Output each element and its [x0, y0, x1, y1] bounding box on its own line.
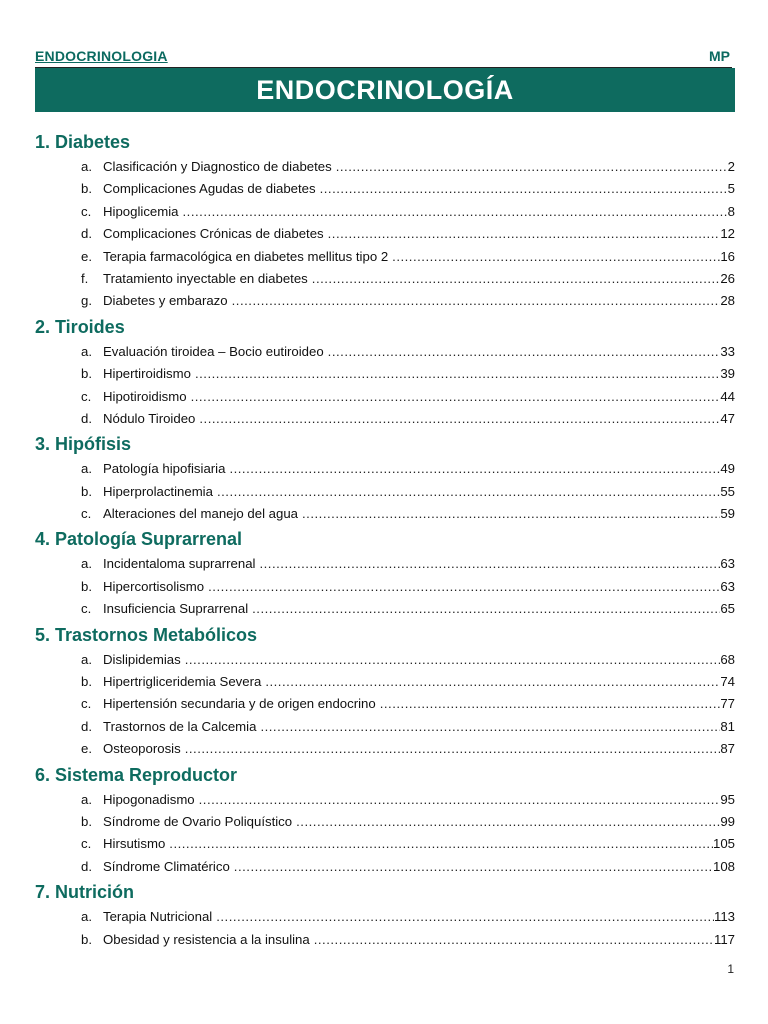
- entry-line: [103, 576, 735, 598]
- toc-entry[interactable]: [35, 458, 735, 480]
- entry-page-number: 26: [720, 270, 735, 286]
- entry-letter: b.: [81, 931, 92, 947]
- entry-line: [103, 649, 735, 671]
- entry-page-number: 65: [720, 601, 735, 617]
- toc-entry[interactable]: [35, 553, 735, 575]
- entry-title: Evaluación tiroidea – Bocio eutiroideo: [103, 343, 324, 359]
- dot-leader: [234, 856, 713, 878]
- entry-line: [103, 929, 735, 951]
- entry-line: [103, 671, 735, 693]
- entry-page-number: 81: [720, 718, 735, 734]
- entry-letter: b.: [81, 181, 92, 197]
- entry-letter: c.: [81, 506, 92, 522]
- toc-entry[interactable]: [35, 929, 735, 951]
- dot-leader: [328, 223, 721, 245]
- header-initials: MP: [709, 48, 730, 64]
- entry-page-number: 74: [720, 674, 735, 690]
- dot-leader: [259, 553, 720, 575]
- entry-title: Obesidad y resistencia a la insulina: [103, 931, 310, 947]
- toc-section: [35, 878, 735, 951]
- toc-entry[interactable]: [35, 246, 735, 268]
- title-banner: [35, 68, 735, 112]
- entry-letter: g.: [81, 293, 92, 309]
- entry-title: Alteraciones del manejo del agua: [103, 506, 299, 522]
- entry-line: [103, 341, 735, 363]
- toc-section: [35, 128, 735, 313]
- entry-page-number: 39: [720, 366, 735, 382]
- entry-title: Complicaciones Crónicas de diabetes: [103, 226, 324, 242]
- entry-letter: d.: [81, 858, 92, 874]
- entry-title: Osteoporosis: [103, 741, 181, 757]
- toc-entry[interactable]: [35, 649, 735, 671]
- entry-letter: a.: [81, 909, 92, 925]
- entry-line: [103, 223, 735, 245]
- entry-letter: c.: [81, 696, 92, 712]
- section-heading: 1. Diabetes: [35, 132, 131, 152]
- section-heading: 2. Tiroides: [35, 316, 125, 337]
- toc-entry[interactable]: [35, 576, 735, 598]
- toc-entry[interactable]: [35, 408, 735, 430]
- table-of-contents: [35, 128, 735, 951]
- entry-line: [103, 386, 735, 408]
- section-heading: 4. Patología Suprarrenal: [35, 529, 243, 550]
- toc-entry[interactable]: [35, 363, 735, 385]
- entry-letter: a.: [81, 461, 92, 477]
- entry-page-number: 87: [720, 741, 735, 757]
- toc-entry[interactable]: [35, 223, 735, 245]
- entry-title: Hipoglicemia: [103, 203, 179, 219]
- entry-title: Hipertiroidismo: [103, 366, 191, 382]
- dot-leader: [199, 408, 720, 430]
- entry-title: Diabetes y embarazo: [103, 293, 228, 309]
- entry-title: Hirsutismo: [103, 836, 166, 852]
- entry-line: [103, 156, 735, 178]
- entry-page-number: 12: [720, 226, 735, 242]
- entry-line: [103, 906, 735, 928]
- entry-page-number: 28: [720, 293, 735, 309]
- toc-entry[interactable]: [35, 789, 735, 811]
- entry-letter: a.: [81, 556, 92, 572]
- toc-entry[interactable]: [35, 598, 735, 620]
- entry-line: [103, 178, 735, 200]
- dot-leader: [265, 671, 720, 693]
- entry-title: Síndrome de Ovario Poliquístico: [103, 813, 293, 829]
- entry-page-number: 63: [720, 556, 735, 572]
- entry-title: Clasificación y Diagnostico de diabetes: [103, 159, 332, 174]
- section-heading: 5. Trastornos Metabólicos: [35, 624, 258, 645]
- entry-page-number: 95: [720, 791, 735, 807]
- entry-letter: c.: [81, 601, 92, 617]
- toc-section: [35, 621, 735, 761]
- toc-entry[interactable]: [35, 906, 735, 928]
- entry-page-number: 77: [720, 696, 735, 712]
- entry-page-number: 113: [713, 909, 735, 925]
- toc-entry[interactable]: [35, 503, 735, 525]
- entry-letter: c.: [81, 388, 92, 404]
- entry-letter: e.: [81, 248, 92, 264]
- toc-entry[interactable]: [35, 833, 735, 855]
- entry-letter: d.: [81, 718, 92, 734]
- entry-letter: b.: [81, 366, 92, 382]
- dot-leader: [217, 481, 720, 503]
- section-heading: 3. Hipófisis: [35, 434, 132, 455]
- toc-entry[interactable]: [35, 156, 735, 178]
- toc-entry[interactable]: [35, 201, 735, 223]
- dot-leader: [302, 503, 720, 525]
- entry-line: [103, 693, 735, 715]
- toc-entry[interactable]: [35, 693, 735, 715]
- toc-entry[interactable]: [35, 268, 735, 290]
- entry-title: Hipotiroidismo: [103, 388, 187, 404]
- dot-leader: [195, 363, 720, 385]
- entry-letter: b.: [81, 483, 92, 499]
- entry-line: [103, 408, 735, 430]
- section-heading: 6. Sistema Reproductor: [35, 764, 238, 785]
- entry-line: [103, 833, 735, 855]
- entry-title: Nódulo Tiroideo: [103, 410, 196, 426]
- dot-leader: [216, 906, 714, 928]
- entry-line: [103, 458, 735, 480]
- entry-title: Complicaciones Agudas de diabetes: [103, 181, 316, 197]
- toc-entry[interactable]: [35, 671, 735, 693]
- entry-title: Insuficiencia Suprarrenal: [103, 601, 249, 617]
- entry-page-number: 68: [720, 651, 735, 667]
- entry-title: Dislipidemias: [103, 651, 181, 667]
- toc-entry[interactable]: [35, 386, 735, 408]
- entry-page-number: 8: [727, 203, 735, 219]
- toc-section: [35, 430, 735, 525]
- dot-leader: [392, 246, 720, 268]
- entry-letter: f.: [81, 270, 89, 286]
- entry-letter: d.: [81, 226, 92, 242]
- toc-entry[interactable]: [35, 716, 735, 738]
- toc-entry[interactable]: [35, 738, 735, 760]
- entry-line: [103, 738, 735, 760]
- entry-line: [103, 481, 735, 503]
- entry-line: [103, 553, 735, 575]
- entry-page-number: 59: [720, 506, 735, 522]
- entry-letter: c.: [81, 836, 92, 852]
- entry-page-number: 108: [712, 858, 735, 874]
- entry-page-number: 55: [720, 483, 735, 499]
- entry-title: Patología hipofisiaria: [103, 461, 226, 477]
- page-number: 1: [727, 962, 734, 976]
- entry-letter: b.: [81, 813, 92, 829]
- header-subject: ENDOCRINOLOGIA: [35, 48, 168, 64]
- entry-page-number: 47: [720, 410, 735, 426]
- entry-title: Hipertrigliceridemia Severa: [103, 674, 262, 690]
- toc-entry[interactable]: [35, 811, 735, 833]
- entry-letter: b.: [81, 674, 92, 690]
- entry-letter: d.: [81, 410, 92, 426]
- entry-page-number: 63: [720, 578, 735, 594]
- dot-leader: [328, 341, 721, 363]
- entry-letter: c.: [81, 203, 92, 219]
- entry-line: [103, 246, 735, 268]
- entry-title: Hipercortisolismo: [103, 578, 205, 594]
- entry-line: [103, 789, 735, 811]
- entry-title: Terapia Nutricional: [103, 909, 213, 925]
- entry-line: [103, 716, 735, 738]
- dot-leader: [185, 649, 721, 671]
- dot-leader: [336, 156, 728, 178]
- dot-leader: [260, 716, 720, 738]
- entry-page-number: 99: [720, 813, 735, 829]
- toc-entry[interactable]: [35, 341, 735, 363]
- entry-letter: e.: [81, 741, 92, 757]
- entry-title: Incidentaloma suprarrenal: [103, 556, 256, 572]
- entry-page-number: 105: [712, 836, 735, 852]
- entry-line: [103, 290, 735, 312]
- entry-title: Hipertensión secundaria y de origen endocrino: [103, 696, 376, 712]
- entry-letter: b.: [81, 578, 92, 594]
- dot-leader: [320, 178, 728, 200]
- dot-leader: [191, 386, 721, 408]
- dot-leader: [296, 811, 720, 833]
- entry-letter: a.: [81, 791, 92, 807]
- toc-section: [35, 761, 735, 879]
- entry-title: Terapia farmacológica en diabetes mellitus tipo 2: [103, 248, 389, 264]
- page-title: ENDOCRINOLOGÍA: [256, 74, 514, 105]
- entry-line: [103, 856, 735, 878]
- dot-leader: [229, 458, 720, 480]
- dot-leader: [199, 789, 721, 811]
- entry-title: Hipogonadismo: [103, 791, 195, 807]
- entry-page-number: 16: [720, 248, 735, 264]
- entry-page-number: 33: [720, 343, 735, 359]
- entry-letter: a.: [81, 343, 92, 359]
- dot-leader: [252, 598, 720, 620]
- entry-line: [103, 811, 735, 833]
- dot-leader: [314, 929, 714, 951]
- running-header: [35, 47, 732, 68]
- dot-leader: [185, 738, 721, 760]
- dot-leader: [380, 693, 721, 715]
- toc-entry[interactable]: [35, 178, 735, 200]
- entry-page-number: 5: [727, 181, 735, 197]
- dot-leader: [232, 290, 721, 312]
- entry-line: [103, 598, 735, 620]
- toc-entry[interactable]: [35, 290, 735, 312]
- toc-entry[interactable]: [35, 856, 735, 878]
- entry-page-number: 117: [713, 931, 735, 947]
- dot-leader: [183, 201, 728, 223]
- dot-leader: [208, 576, 720, 598]
- entry-page-number: 49: [720, 461, 735, 477]
- dot-leader: [169, 833, 713, 855]
- toc-entry[interactable]: [35, 481, 735, 503]
- entry-title: Síndrome Climatérico: [103, 858, 230, 874]
- entry-line: [103, 201, 735, 223]
- dot-leader: [312, 268, 721, 290]
- entry-line: [103, 268, 735, 290]
- toc-section: [35, 525, 735, 620]
- entry-letter: a.: [81, 651, 92, 667]
- entry-line: [103, 503, 735, 525]
- entry-title: Trastornos de la Calcemia: [103, 718, 257, 734]
- toc-section: [35, 313, 735, 431]
- entry-page-number: 2: [727, 159, 735, 174]
- entry-title: Tratamiento inyectable en diabetes: [103, 270, 308, 286]
- entry-letter: a.: [81, 159, 92, 174]
- entry-title: Hiperprolactinemia: [103, 483, 213, 499]
- entry-page-number: 44: [720, 388, 735, 404]
- entry-line: [103, 363, 735, 385]
- section-heading: 7. Nutrición: [35, 882, 135, 903]
